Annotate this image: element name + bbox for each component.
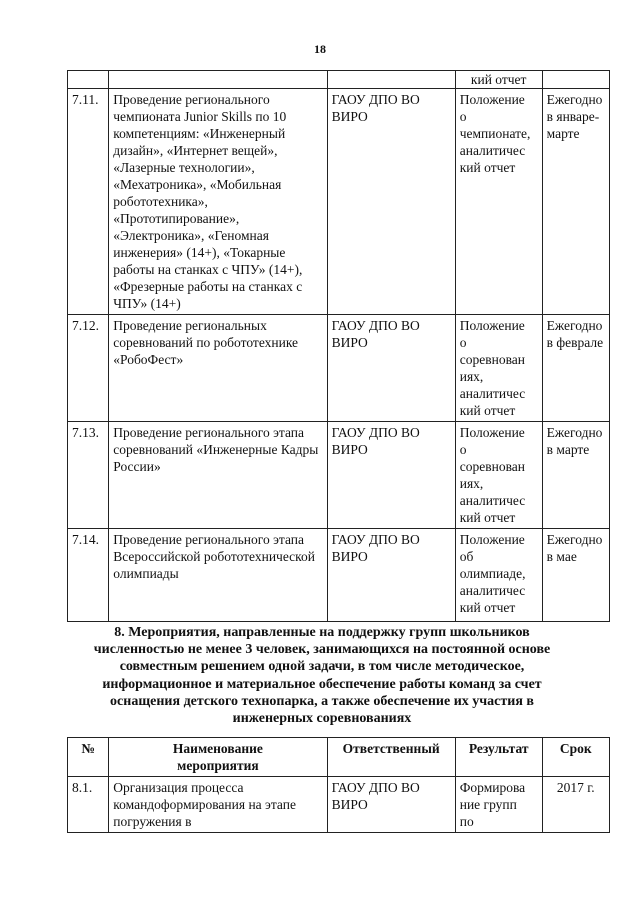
- cell-name: Проведение регионального этапа Всероссийской робототехнической олимпиады: [109, 529, 327, 622]
- cell-responsible: ГАОУ ДПО ВО ВИРО: [327, 422, 455, 529]
- cell-term: Ежегодно в марте: [542, 422, 609, 529]
- cell-name: Проведение регионального чемпионата Junior Skills по 10 компетенциям: «Инженерный дизайн», «Интернет вещей», «Лазерные технологии», «Мехатроника», «Мобильная робототехника», «Прототипирование», «Электроника», «Геномная инженерия» (14+), «Токарные работы на станках с ЧПУ» (14+), «Фрезерные работы на станках с ЧПУ» (14+): [109, 89, 327, 315]
- events-table-continued: [67, 70, 610, 622]
- table-row: [68, 315, 610, 422]
- cell-result: Положение об олимпиаде, аналитичес кий отчет: [455, 529, 542, 622]
- cell-term: Ежегодно в январе- марте: [542, 89, 609, 315]
- header-num: №: [68, 738, 109, 777]
- table-row: [68, 422, 610, 529]
- cell-responsible: ГАОУ ДПО ВО ВИРО: [327, 529, 455, 622]
- cell-num: 7.13.: [68, 422, 109, 529]
- cell-responsible: ГАОУ ДПО ВО ВИРО: [327, 315, 455, 422]
- cell-name: Организация процесса командоформирования на этапе погружения в: [109, 777, 327, 833]
- cell-term: 2017 г.: [542, 777, 609, 833]
- cell-result: кий отчет: [455, 71, 542, 89]
- page-number: 18: [314, 42, 326, 56]
- cell-num: 8.1.: [68, 777, 109, 833]
- cell-result: Положение о соревнован иях, аналитичес кий отчет: [455, 422, 542, 529]
- header-term: Срок: [542, 738, 609, 777]
- cell-num: 7.12.: [68, 315, 109, 422]
- cell-name: [109, 71, 327, 89]
- header-responsible: Ответственный: [327, 738, 455, 777]
- section-heading: 8. Мероприятия, направленные на поддержку групп школьников численностью не менее 3 человек, занимающихся на постоянной основе совместным решением одной задачи, в том числе методическое, информационное и материальное обеспечение работы команд за счет оснащения детского технопарка, а также обеспечение их участия в инженерных соревнованиях: [93, 625, 551, 727]
- cell-responsible: ГАОУ ДПО ВО ВИРО: [327, 89, 455, 315]
- cell-name: Проведение региональных соревнований по робототехнике «РобоФест»: [109, 315, 327, 422]
- table-row: [68, 777, 610, 833]
- table-row: [68, 71, 610, 89]
- table-header-row: [68, 738, 610, 777]
- cell-num: 7.14.: [68, 529, 109, 622]
- cell-term: Ежегодно в феврале: [542, 315, 609, 422]
- events-table-section-8: [67, 737, 610, 833]
- cell-result: Положение о чемпионате, аналитичес кий отчет: [455, 89, 542, 315]
- cell-name: Проведение регионального этапа соревнований «Инженерные Кадры России»: [109, 422, 327, 529]
- table-row: [68, 89, 610, 315]
- table-row: [68, 529, 610, 622]
- cell-responsible: ГАОУ ДПО ВО ВИРО: [327, 777, 455, 833]
- header-name: Наименование мероприятия: [109, 738, 327, 777]
- cell-term: [542, 71, 609, 89]
- cell-term: Ежегодно в мае: [542, 529, 609, 622]
- cell-num: [68, 71, 109, 89]
- cell-result: Положение о соревнован иях, аналитичес кий отчет: [455, 315, 542, 422]
- header-result: Результат: [455, 738, 542, 777]
- cell-responsible: [327, 71, 455, 89]
- cell-num: 7.11.: [68, 89, 109, 315]
- cell-result: Формирова ние групп по: [455, 777, 542, 833]
